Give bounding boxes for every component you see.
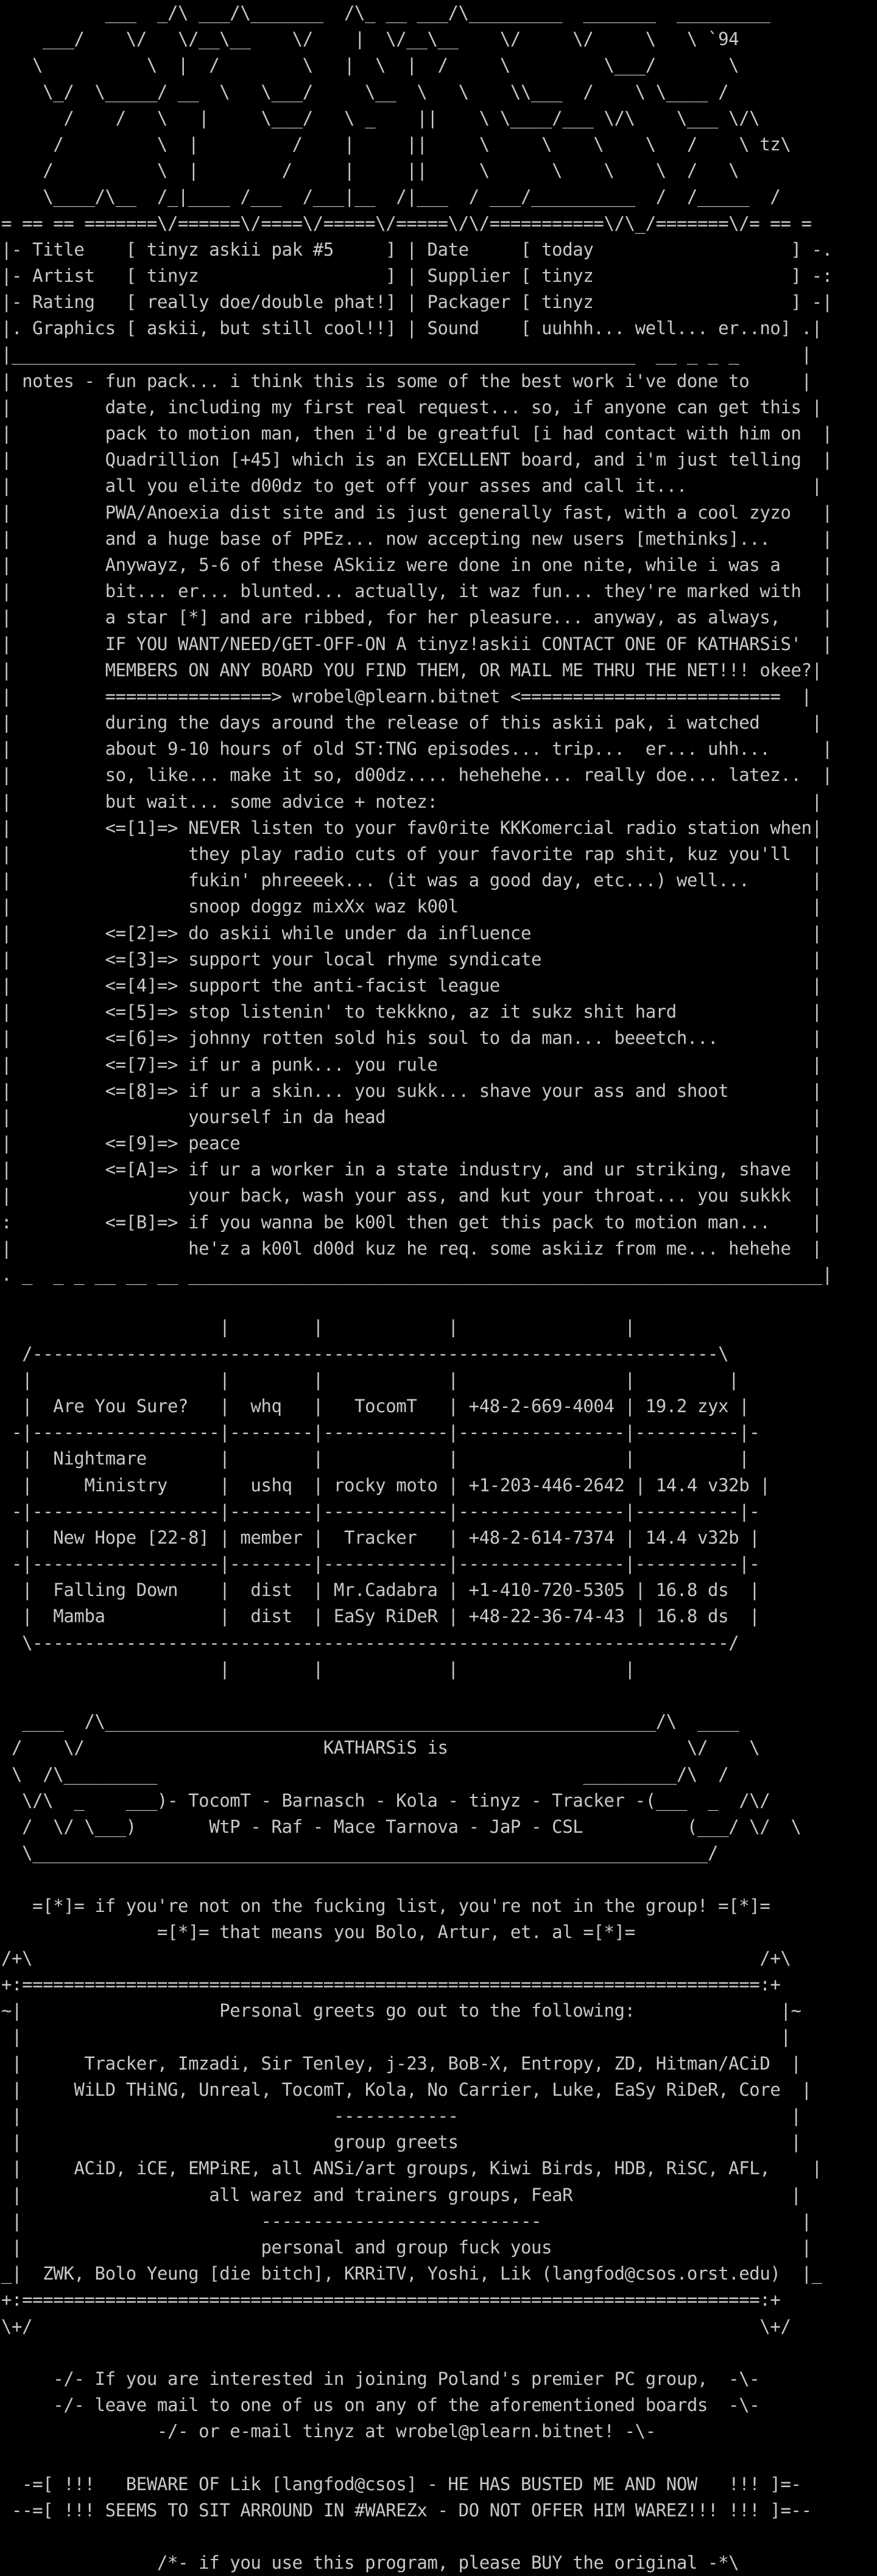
nfo-line: / \ | / | || \ \ \ \ / \ [1, 160, 739, 181]
nfo-line: | ------------ | [1, 2105, 801, 2126]
nfo-line: -|------------------|--------|------------|----------------|----------|- [1, 1500, 760, 1522]
nfo-line: | group greets | [1, 2132, 801, 2153]
nfo-line: |- Artist [ tinyz ] | Supplier [ tinyz ] -: [1, 265, 833, 286]
nfo-line: ___ _/\ ___/\_______ /\_ __ ___/\_________ _______ _________ [1, 2, 770, 23]
nfo-line: =[*]= that means you Bolo, Artur, et. al =[*]= [1, 1921, 635, 1942]
nfo-line: \+/ \+/ [1, 2315, 791, 2337]
nfo-line: -/- or e-mail tinyz at wrobel@plearn.bitnet! -\- [1, 2421, 656, 2442]
nfo-line: | during the days around the release of this askii pak, i watched | [1, 712, 822, 733]
nfo-line: +:=======================================================================:+ [1, 2289, 781, 2311]
nfo-line: | Nightmare | | | | | [1, 1448, 750, 1469]
nfo-line: | | | | [1, 1317, 635, 1338]
nfo-line: | all you elite d00dz to get off your asses and call it... | [1, 475, 822, 497]
nfo-line: \ /\_________ _________/\ / [1, 1763, 729, 1785]
nfo-line: : <=[B]=> if you wanna be k00l then get this pack to motion man... | [1, 1211, 822, 1233]
nfo-line: | ACiD, iCE, EMPiRE, all ANSi/art groups, Kiwi Birds, HDB, RiSC, AFL, | [1, 2158, 822, 2179]
nfo-line: | a star [*] and are ribbed, for her pleasure... anyway, as always, | [1, 607, 833, 628]
nfo-line: |- Title [ tinyz askii pak #5 ] | Date [ today ] -. [1, 239, 833, 260]
nfo-line: | <=[4]=> support the anti-facist league | [1, 975, 822, 996]
nfo-line: | they play radio cuts of your favorite rap shit, kuz you'll | [1, 844, 822, 864]
nfo-line: \_________________________________________________________________/ [1, 1843, 719, 1864]
nfo-line: ___/ \/ \/__\__ \/ | \/__\__ \/ \/ \ \ `94 [1, 29, 739, 50]
nfo-line: | Mamba | dist | EaSy RiDeR | +48-22-36-74-43 | 16.8 ds | [1, 1606, 760, 1627]
nfo-line: . _ _ _ __ __ __ _____________________________________________________________| [1, 1264, 833, 1285]
nfo-line: / \/ KATHARSiS is \/ \ [1, 1737, 760, 1759]
nfo-line: | <=[1]=> NEVER listen to your fav0rite KKKomercial radio station when| [1, 817, 822, 838]
nfo-line: +:=======================================================================:+ [1, 1974, 781, 1995]
nfo-line: / / \ | \___/ \ _ || \ \____/___ \/\ \___ \/\ [1, 107, 760, 128]
nfo-line: \/\ _ ___)- TocomT - Barnasch - Kola - tinyz - Tracker -(___ _ /\/ [1, 1790, 770, 1811]
nfo-line: | Anywayz, 5-6 of these ASkiiz were done in one nite, while i was a | [1, 554, 833, 575]
nfo-line: | Quadrillion [+45] which is an EXCELLENT board, and i'm just telling | [1, 449, 833, 471]
nfo-line: | | [1, 2026, 791, 2048]
nfo-line: | Tracker, Imzadi, Sir Tenley, j-23, BoB-X, Entropy, ZD, Hitman/ACiD | [1, 2053, 801, 2074]
nfo-line: |. Graphics [ askii, but still cool!!] | Sound [ uuhhh... well... er..no] .| [1, 318, 822, 339]
nfo-line: \ \ | / \ | \ | / \ \___/ \ [1, 55, 739, 76]
nfo-line: | <=[2]=> do askii while under da influence | [1, 922, 822, 943]
nfo-line: | | | | [1, 1658, 635, 1679]
nfo-line: | IF YOU WANT/NEED/GET-OFF-ON A tinyz!askii CONTACT ONE OF KATHARSiS' | [1, 633, 833, 654]
nfo-line: | Falling Down | dist | Mr.Cadabra | +1-410-720-5305 | 16.8 ds | [1, 1580, 760, 1601]
nfo-line: | <=[A]=> if ur a worker in a state industry, and ur striking, shave | [1, 1159, 822, 1180]
nfo-line: | <=[5]=> stop listenin' to tekkkno, az it sukz shit hard | [1, 1001, 822, 1023]
nfo-line: / \/ \___) WtP - Raf - Mace Tarnova - JaP - CSL (___/ \/ \ [1, 1816, 801, 1837]
nfo-line: | bit... er... blunted... actually, it waz fun... they're marked with | [1, 581, 833, 602]
nfo-line: | and a huge base of PPEz... now accepting new users [methinks]... | [1, 528, 833, 549]
nfo-line: /+\ /+\ [1, 1947, 791, 1969]
nfo-line: ~| Personal greets go out to the following: |~ [1, 2000, 801, 2021]
nfo-line: | Are You Sure? | whq | TocomT | +48-2-669-4004 | 19.2 zyx | [1, 1395, 750, 1416]
nfo-line: | <=[7]=> if ur a punk... you rule | [1, 1054, 822, 1075]
nfo-line: --=[ !!! SEEMS TO SIT ARROUND IN #WAREZx - DO NOT OFFER HIM WAREZ!!! !!! ]=-- [1, 2499, 812, 2521]
nfo-line: | date, including my first real request... so, if anyone can get this | [1, 396, 822, 418]
nfo-line: | ================> wrobel@plearn.bitnet <========================= | [1, 685, 812, 707]
nfo-line: | <=[8]=> if ur a skin... you sukk... shave your ass and shoot | [1, 1080, 822, 1101]
nfo-line: | | | | | | [1, 1369, 739, 1390]
nfo-line: \____/\__ /_|____ /___ /___|__ /|___ / ___/__________ / /_____ / [1, 186, 781, 208]
nfo-line: /------------------------------------------------------------------\ [1, 1343, 729, 1364]
nfo-line: -=[ !!! BEWARE OF Lik [langfod@csos] - HE HAS BUSTED ME AND NOW !!! ]=- [1, 2473, 801, 2494]
nfo-line: | pack to motion man, then i'd be greatful [i had contact with him on | [1, 423, 833, 444]
nfo-line: | but wait... some advice + notez: | [1, 791, 822, 812]
nfo-line: |____________________________________________________________ __ _ _ _ | [1, 344, 812, 365]
nfo-line: -|------------------|--------|------------|----------------|----------|- [1, 1422, 760, 1443]
nfo-line: \-------------------------------------------------------------------/ [1, 1632, 739, 1653]
nfo-line: ____ /\_____________________________________________________/\ ____ [1, 1711, 739, 1732]
nfo-line: / \ | / | || \ \ \ \ / \ tz\ [1, 133, 791, 155]
nfo-line: = == == =======\/======\/====\/=====\/=====\/\/===========\/\_/=======\/= == = [1, 212, 812, 234]
nfo-line: | so, like... make it so, d00dz.... hehehehe... really doe... latez.. | [1, 765, 833, 786]
nfo-line: | fukin' phreeeek... (it was a good day, etc...) well... | [1, 870, 822, 891]
nfo-line: | about 9-10 hours of old ST:TNG episodes... trip... er... uhh... | [1, 738, 833, 760]
nfo-line: /*- if you use this program, please BUY the original -*\ [1, 2552, 739, 2574]
nfo-line: | he'z a k00l d00d kuz he req. some askiiz from me... hehehe | [1, 1237, 822, 1259]
nfo-line: | notes - fun pack... i think this is some of the best work i've done to | [1, 370, 812, 391]
nfo-line: -/- leave mail to one of us on any of the aforementioned boards -\- [1, 2395, 760, 2416]
nfo-line: | <=[3]=> support your local rhyme syndicate | [1, 948, 822, 970]
nfo-line: | yourself in da head | [1, 1106, 822, 1127]
nfo-line: =[*]= if you're not on the fucking list, you're not in the group! =[*]= [1, 1895, 770, 1916]
nfo-line: \_/ \_____/ __ \ \___/ \__ \ \ \\___ / \ \____ / [1, 81, 729, 102]
nfo-line: | WiLD THiNG, Unreal, TocomT, Kola, No Carrier, Luke, EaSy RiDeR, Core | [1, 2079, 812, 2100]
nfo-line: |- Rating [ really doe/double phat!] | Packager [ tinyz ] -| [1, 292, 833, 313]
nfo-line: -/- If you are interested in joining Poland's premier PC group, -\- [1, 2368, 760, 2389]
nfo-line: _| ZWK, Bolo Yeung [die bitch], KRRiTV, Yoshi, Lik (langfod@csos.orst.edu) |_ [1, 2263, 822, 2284]
nfo-line: | PWA/Anoexia dist site and is just generally fast, with a cool zyzo | [1, 502, 833, 523]
nfo-line: | <=[9]=> peace | [1, 1133, 822, 1154]
nfo-line: | personal and group fuck yous | [1, 2236, 812, 2258]
nfo-line: -|------------------|--------|------------|----------------|----------|- [1, 1553, 760, 1575]
nfo-line: | snoop doggz mixXx waz k00l | [1, 896, 822, 917]
nfo-line: | MEMBERS ON ANY BOARD YOU FIND THEM, OR MAIL ME THRU THE NET!!! okee?| [1, 659, 822, 681]
nfo-line: | New Hope [22-8] | member | Tracker | +48-2-614-7374 | 14.4 v32b | [1, 1527, 760, 1548]
nfo-line: | --------------------------- | [1, 2210, 812, 2231]
nfo-line: | <=[6]=> johnny rotten sold his soul to da man... beeetch... | [1, 1027, 822, 1049]
nfo-line: | all warez and trainers groups, FeaR | [1, 2184, 801, 2205]
nfo-line: | your back, wash your ass, and kut your throat... you sukkk | [1, 1185, 822, 1206]
nfo-line: | Ministry | ushq | rocky moto | +1-203-446-2642 | 14.4 v32b | [1, 1474, 770, 1496]
